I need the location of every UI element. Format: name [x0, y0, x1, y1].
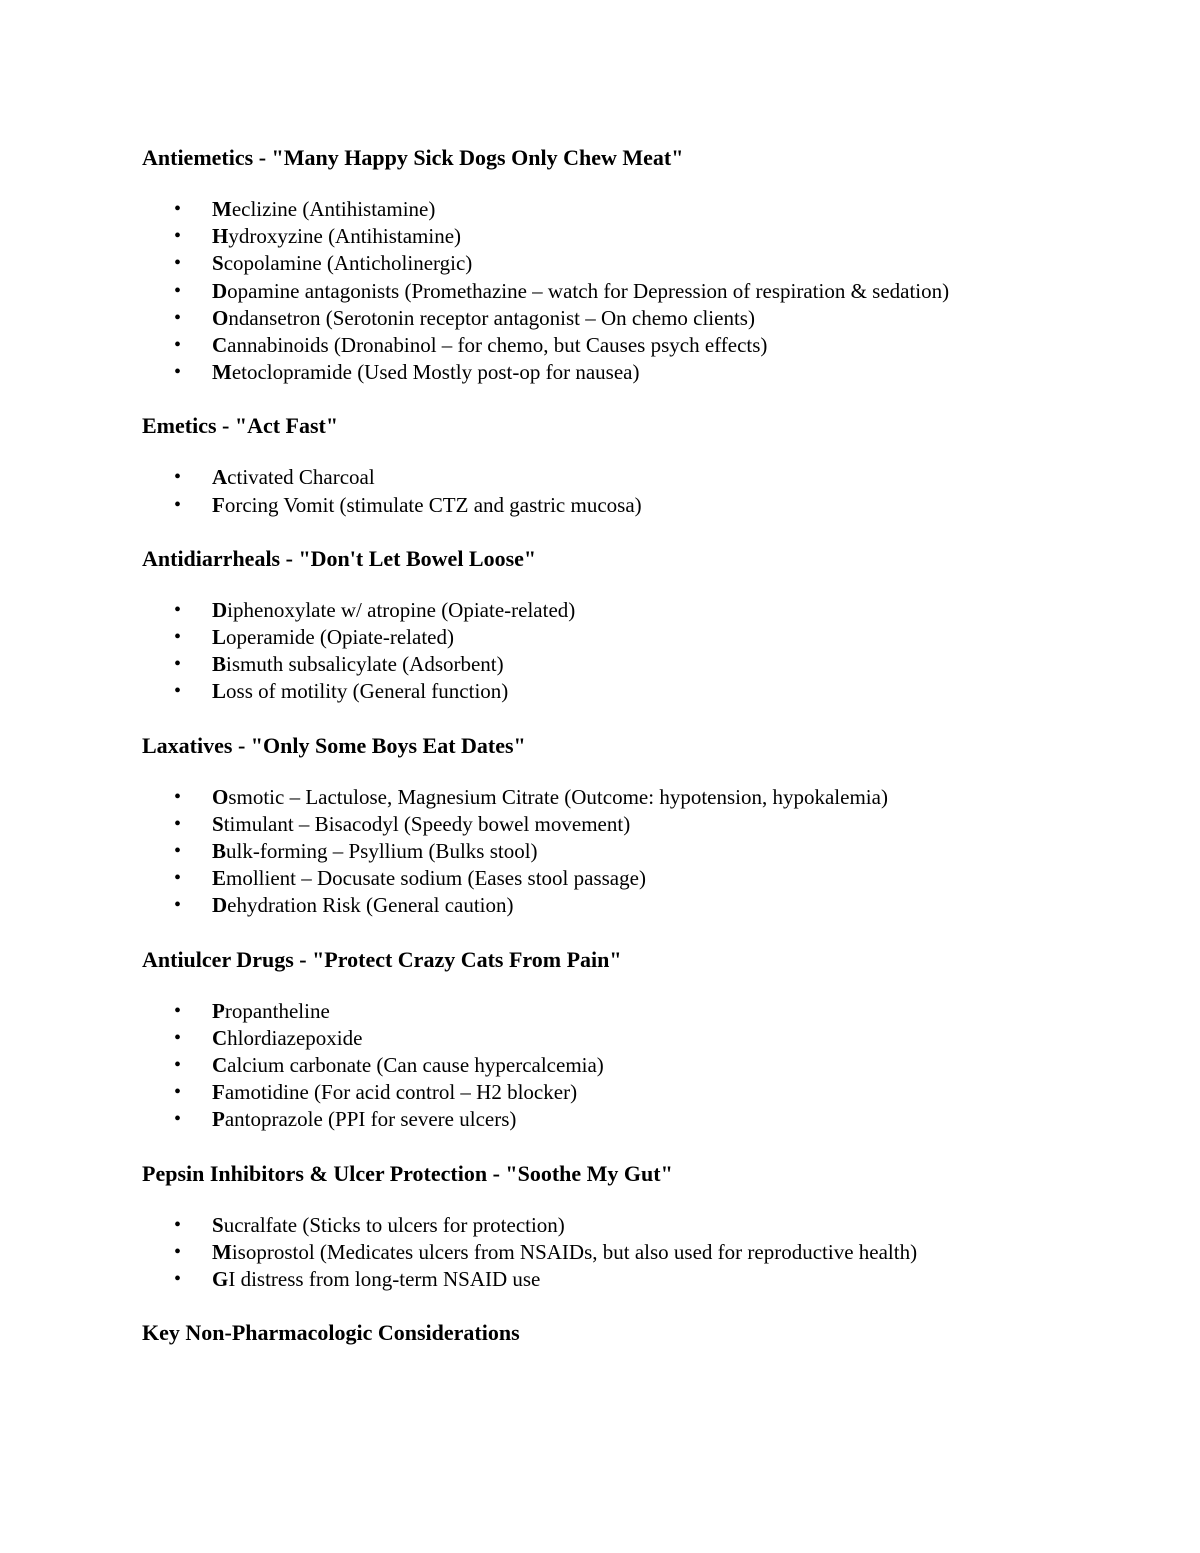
section-heading — [142, 543, 1142, 575]
bullet-list — [142, 784, 1142, 920]
list-item — [142, 196, 1142, 223]
item-lead-letter: S — [212, 811, 224, 836]
item-text: ucralfate (Sticks to ulcers for protection) — [223, 1212, 565, 1237]
bullet-icon: • — [174, 680, 182, 703]
item-lead-letter: M — [212, 1239, 232, 1264]
list-item — [142, 492, 1142, 519]
item-text: iphenoxylate w/ atropine (Opiate-related) — [227, 597, 576, 622]
bullet-icon: • — [174, 493, 182, 516]
list-item — [142, 250, 1142, 277]
list-item — [142, 1025, 1142, 1052]
item-text: timulant – Bisacodyl (Speedy bowel movement) — [223, 811, 631, 836]
section-mnemonic: "Only Some Boys Eat Dates" — [250, 732, 526, 758]
item-lead-letter: H — [212, 224, 229, 249]
section-separator: - — [293, 946, 313, 972]
bullet-icon: • — [174, 306, 182, 329]
bullet-icon: • — [174, 785, 182, 808]
item-text: antoprazole (PPI for severe ulcers) — [224, 1107, 517, 1132]
bullet-icon: • — [174, 1026, 182, 1049]
bullet-icon: • — [174, 626, 182, 649]
item-lead-letter: B — [212, 839, 227, 864]
section-mnemonic: "Many Happy Sick Dogs Only Chew Meat" — [271, 145, 684, 170]
item-lead-letter: G — [212, 1267, 229, 1292]
item-text: hlordiazepoxide — [227, 1025, 363, 1050]
item-text: copolamine (Anticholinergic) — [223, 251, 473, 276]
bullet-icon: • — [174, 999, 182, 1022]
section-separator: - — [253, 145, 272, 170]
section-heading — [142, 1158, 1142, 1190]
bullet-icon: • — [174, 1081, 182, 1104]
section-title: Antiemetics — [142, 145, 254, 170]
item-text: operamide (Opiate-related) — [226, 625, 454, 650]
list-item — [142, 1266, 1142, 1293]
section-separator: - — [232, 732, 251, 758]
item-lead-letter: C — [212, 1025, 228, 1050]
list-item — [142, 651, 1142, 678]
item-lead-letter: D — [212, 893, 228, 918]
item-text: oss of motility (General function) — [226, 679, 509, 704]
item-text: ndansetron (Serotonin receptor antagonist – On chemo clients) — [228, 305, 755, 330]
section-heading — [142, 1317, 1142, 1349]
list-item — [142, 892, 1142, 919]
section-separator: - — [280, 545, 299, 571]
item-text: amotidine (For acid control – H2 blocker) — [224, 1080, 578, 1105]
item-lead-letter: C — [212, 1053, 228, 1078]
item-lead-letter: S — [212, 1212, 224, 1237]
list-item — [142, 1106, 1142, 1133]
item-text: alcium carbonate (Can cause hypercalcemia) — [227, 1053, 604, 1078]
item-lead-letter: E — [212, 866, 227, 891]
bullet-list — [142, 196, 1142, 386]
bullet-icon: • — [174, 334, 182, 357]
section-emetics — [142, 410, 1142, 518]
section-separator: - — [216, 413, 235, 439]
bullet-list — [142, 1212, 1142, 1294]
bullet-icon: • — [174, 466, 182, 489]
list-item — [142, 359, 1142, 386]
item-text: smotic – Lactulose, Magnesium Citrate (Outcome: hypotension, hypokalemia) — [228, 784, 888, 809]
item-lead-letter: P — [212, 998, 225, 1023]
list-item — [142, 624, 1142, 651]
bullet-icon: • — [174, 1213, 182, 1236]
item-text: opamine antagonists (Promethazine – watch for Depression of respiration & sedation) — [227, 278, 950, 303]
bullet-icon: • — [174, 598, 182, 621]
item-text: isoprostol (Medicates ulcers from NSAIDs, but also used for reproductive health) — [231, 1239, 918, 1264]
list-item — [142, 784, 1142, 811]
list-item — [142, 597, 1142, 624]
item-text: mollient – Docusate sodium (Eases stool passage) — [226, 866, 646, 891]
section-title: Emetics — [142, 413, 217, 439]
item-lead-letter: M — [212, 197, 232, 221]
item-text: ropantheline — [224, 998, 330, 1023]
item-lead-letter: D — [212, 278, 228, 303]
bullet-icon: • — [174, 812, 182, 835]
bullet-icon: • — [174, 225, 182, 248]
bullet-list — [142, 464, 1142, 518]
bullet-icon: • — [174, 1240, 182, 1263]
list-item — [142, 332, 1142, 359]
item-text: ydroxyzine (Antihistamine) — [228, 224, 462, 249]
section-heading — [142, 142, 1142, 174]
item-lead-letter: B — [212, 652, 227, 677]
list-item — [142, 1079, 1142, 1106]
list-item — [142, 865, 1142, 892]
section-pepsin-inhibitors — [142, 1158, 1142, 1294]
item-lead-letter: O — [212, 784, 229, 809]
list-item — [142, 464, 1142, 491]
section-laxatives — [142, 730, 1142, 920]
bullet-icon: • — [174, 894, 182, 917]
section-mnemonic: "Don't Let Bowel Loose" — [298, 545, 537, 571]
item-text: etoclopramide (Used Mostly post-op for nausea) — [231, 360, 640, 385]
bullet-icon: • — [174, 198, 182, 220]
section-heading — [142, 410, 1142, 442]
section-title: Laxatives — [142, 732, 233, 758]
item-lead-letter: L — [212, 679, 227, 704]
list-item — [142, 998, 1142, 1025]
section-title: Antiulcer Drugs — [142, 946, 294, 972]
bullet-icon: • — [174, 867, 182, 890]
item-text: ehydration Risk (General caution) — [227, 893, 514, 918]
item-text: ismuth subsalicylate (Adsorbent) — [226, 652, 504, 677]
item-lead-letter: O — [212, 305, 229, 330]
bullet-list — [142, 998, 1142, 1134]
section-antiemetics — [142, 142, 1142, 386]
item-lead-letter: C — [212, 333, 228, 358]
list-item — [142, 223, 1142, 250]
item-lead-letter: M — [212, 360, 232, 385]
list-item — [142, 811, 1142, 838]
bullet-list — [142, 597, 1142, 706]
item-text: orcing Vomit (stimulate CTZ and gastric mucosa) — [224, 492, 642, 517]
list-item — [142, 1239, 1142, 1266]
item-lead-letter: S — [212, 251, 224, 276]
item-lead-letter: D — [212, 597, 228, 622]
section-separator: - — [487, 1160, 506, 1186]
list-item — [142, 305, 1142, 332]
bullet-icon: • — [174, 252, 182, 275]
item-text: eclizine (Antihistamine) — [231, 197, 436, 221]
item-text: ulk-forming – Psyllium (Bulks stool) — [226, 839, 538, 864]
list-item — [142, 1212, 1142, 1239]
section-title: Pepsin Inhibitors & Ulcer Protection — [142, 1160, 488, 1186]
section-mnemonic: "Soothe My Gut" — [505, 1160, 673, 1186]
item-text: ctivated Charcoal — [227, 465, 375, 490]
section-heading — [142, 730, 1142, 762]
bullet-icon: • — [174, 361, 182, 384]
section-title: Antidiarrheals — [142, 545, 281, 571]
item-text: I distress from long-term NSAID use — [228, 1267, 541, 1292]
item-lead-letter: A — [212, 465, 228, 490]
section-antidiarrheals — [142, 543, 1142, 706]
section-heading — [142, 944, 1142, 976]
bullet-icon: • — [174, 840, 182, 863]
bullet-icon: • — [174, 1268, 182, 1291]
item-text: annabinoids (Dronabinol – for chemo, but Causes psych effects) — [227, 333, 768, 358]
list-item — [142, 278, 1142, 305]
bullet-icon: • — [174, 653, 182, 676]
list-item — [142, 838, 1142, 865]
list-item — [142, 1052, 1142, 1079]
bullet-icon: • — [174, 1054, 182, 1077]
section-non-pharmacologic — [142, 1317, 1142, 1349]
item-lead-letter: F — [212, 492, 225, 517]
list-item — [142, 678, 1142, 705]
section-mnemonic: "Protect Crazy Cats From Pain" — [312, 946, 622, 972]
section-antiulcer-drugs — [142, 944, 1142, 1134]
bullet-icon: • — [174, 1108, 182, 1131]
item-lead-letter: L — [212, 625, 227, 650]
item-lead-letter: P — [212, 1107, 225, 1132]
section-mnemonic: "Act Fast" — [234, 413, 339, 439]
section-title: Key Non-Pharmacologic Considerations — [142, 1320, 520, 1346]
item-lead-letter: F — [212, 1080, 225, 1105]
document-page — [142, 142, 1142, 1349]
bullet-icon: • — [174, 279, 182, 302]
